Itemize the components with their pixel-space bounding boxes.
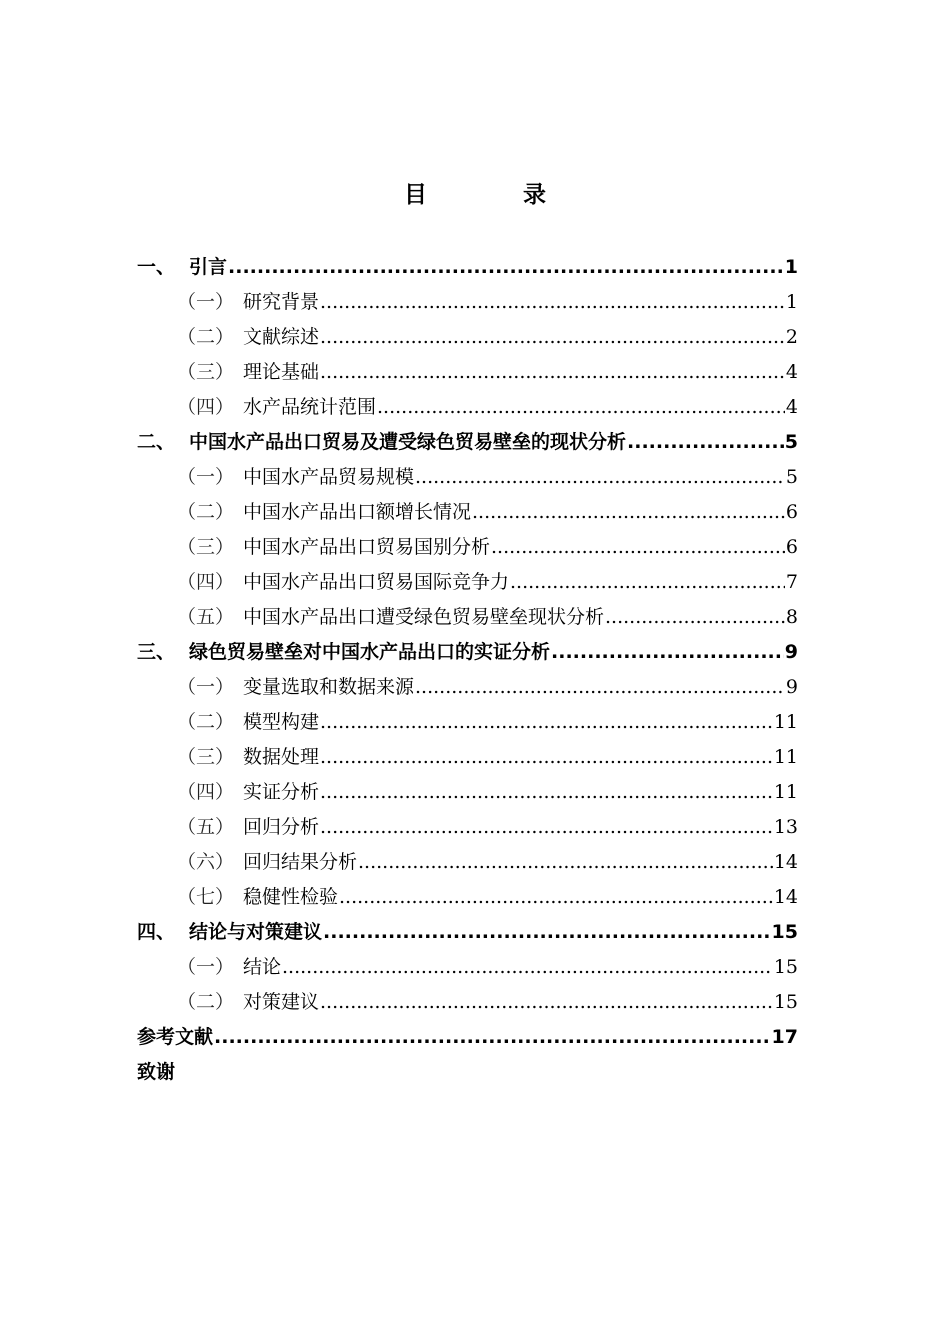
toc-page-number: 6 — [785, 501, 798, 523]
table-of-contents — [137, 250, 798, 1090]
toc-page-number: 15 — [773, 956, 798, 978]
toc-entry-number: （四） — [177, 571, 235, 593]
toc-page-number: 4 — [785, 396, 798, 418]
toc-entry-number: （一） — [177, 956, 235, 978]
toc-entry-title: 中国水产品出口贸易国别分析 — [243, 536, 491, 558]
toc-dot-leader — [339, 880, 773, 915]
toc-page-number: 11 — [773, 781, 798, 803]
toc-section-entry[interactable] — [137, 460, 798, 495]
toc-section-entry[interactable] — [137, 600, 798, 635]
title-char-1: 目 — [404, 182, 427, 208]
toc-entry-title: 中国水产品出口遭受绿色贸易壁垒现状分析 — [243, 606, 605, 628]
toc-page-number: 17 — [771, 1026, 798, 1048]
toc-entry-title: 回归分析 — [243, 816, 320, 838]
toc-dot-leader — [320, 985, 773, 1020]
toc-entry-number: （一） — [177, 676, 235, 698]
toc-chapter-entry[interactable] — [137, 1055, 798, 1090]
toc-entry-number: 一、 — [137, 256, 176, 278]
toc-entry-number: （二） — [177, 501, 235, 523]
toc-entry-number: （三） — [177, 361, 235, 383]
title-char-2: 录 — [523, 182, 546, 208]
toc-section-entry[interactable] — [137, 285, 798, 320]
toc-page-number: 5 — [784, 431, 798, 453]
toc-entry-number: （二） — [177, 991, 235, 1013]
toc-dot-leader — [320, 705, 773, 740]
toc-entry-title: 稳健性检验 — [243, 886, 339, 908]
toc-entry-number: （五） — [177, 816, 235, 838]
toc-entry-title: 研究背景 — [243, 291, 320, 313]
toc-entry-number: 二、 — [137, 431, 176, 453]
toc-page-number: 14 — [773, 886, 798, 908]
toc-entry-title: 回归结果分析 — [243, 851, 358, 873]
toc-entry-number: （四） — [177, 396, 235, 418]
toc-entry-number: （三） — [177, 746, 235, 768]
toc-entry-title: 引言 — [189, 256, 228, 278]
toc-entry-title: 参考文献 — [137, 1026, 214, 1048]
toc-page-number: 4 — [785, 361, 798, 383]
toc-page-number: 14 — [773, 851, 798, 873]
toc-section-entry[interactable] — [137, 530, 798, 565]
toc-entry-number: （一） — [177, 291, 235, 313]
toc-chapter-entry[interactable] — [137, 635, 798, 670]
toc-dot-leader — [627, 425, 784, 460]
toc-section-entry[interactable] — [137, 775, 798, 810]
toc-entry-title: 数据处理 — [243, 746, 320, 768]
toc-page-number: 7 — [785, 571, 798, 593]
toc-dot-leader — [228, 250, 784, 285]
toc-section-entry[interactable] — [137, 390, 798, 425]
toc-section-entry[interactable] — [137, 845, 798, 880]
toc-dot-leader — [320, 320, 785, 355]
toc-entry-number: （五） — [177, 606, 235, 628]
toc-section-entry[interactable] — [137, 880, 798, 915]
toc-section-entry[interactable] — [137, 985, 798, 1020]
toc-page-number: 8 — [785, 606, 798, 628]
toc-entry-title: 对策建议 — [243, 991, 320, 1013]
toc-entry-number: （三） — [177, 536, 235, 558]
toc-dot-leader — [415, 670, 785, 705]
toc-dot-leader — [510, 565, 785, 600]
toc-entry-number: 四、 — [137, 921, 176, 943]
toc-page-number: 13 — [773, 816, 798, 838]
toc-entry-number: （一） — [177, 466, 235, 488]
toc-entry-title: 结论 — [243, 956, 282, 978]
toc-entry-title: 中国水产品出口贸易国际竞争力 — [243, 571, 510, 593]
toc-dot-leader — [282, 950, 773, 985]
toc-page-number: 6 — [785, 536, 798, 558]
toc-entry-number: （四） — [177, 781, 235, 803]
toc-entry-title: 绿色贸易壁垒对中国水产品出口的实证分析 — [189, 641, 551, 663]
toc-page-number: 1 — [784, 256, 798, 278]
toc-dot-leader — [415, 460, 785, 495]
toc-section-entry[interactable] — [137, 355, 798, 390]
toc-entry-title: 中国水产品贸易规模 — [243, 466, 415, 488]
toc-chapter-entry[interactable] — [137, 915, 798, 950]
toc-page-number: 9 — [784, 641, 798, 663]
toc-entry-title: 文献综述 — [243, 326, 320, 348]
toc-dot-leader — [323, 915, 771, 950]
toc-chapter-entry[interactable] — [137, 1020, 798, 1055]
toc-page-number: 2 — [785, 326, 798, 348]
toc-dot-leader — [358, 845, 773, 880]
toc-dot-leader — [551, 635, 784, 670]
toc-section-entry[interactable] — [137, 495, 798, 530]
toc-dot-leader — [320, 285, 785, 320]
toc-chapter-entry[interactable] — [137, 425, 798, 460]
toc-dot-leader — [320, 775, 773, 810]
toc-entry-number: （二） — [177, 711, 235, 733]
toc-entry-title: 致谢 — [137, 1061, 176, 1083]
toc-section-entry[interactable] — [137, 565, 798, 600]
toc-entry-number: 三、 — [137, 641, 176, 663]
toc-chapter-entry[interactable] — [137, 250, 798, 285]
toc-page-number: 15 — [771, 921, 798, 943]
toc-entry-number: （七） — [177, 886, 235, 908]
toc-dot-leader — [214, 1020, 771, 1055]
toc-page-number: 1 — [785, 291, 798, 313]
toc-entry-title: 中国水产品出口贸易及遭受绿色贸易壁垒的现状分析 — [189, 431, 627, 453]
toc-entry-title: 变量选取和数据来源 — [243, 676, 415, 698]
toc-entry-number: （二） — [177, 326, 235, 348]
toc-section-entry[interactable] — [137, 670, 798, 705]
toc-section-entry[interactable] — [137, 740, 798, 775]
toc-dot-leader — [320, 810, 773, 845]
page-title — [0, 176, 950, 209]
toc-section-entry[interactable] — [137, 705, 798, 740]
toc-entry-title: 水产品统计范围 — [243, 396, 377, 418]
toc-dot-leader — [377, 390, 785, 425]
toc-dot-leader — [605, 600, 785, 635]
toc-page-number: 9 — [785, 676, 798, 698]
toc-dot-leader — [320, 740, 773, 775]
toc-section-entry[interactable] — [137, 950, 798, 985]
toc-page-number: 5 — [785, 466, 798, 488]
toc-entry-title: 中国水产品出口额增长情况 — [243, 501, 472, 523]
toc-dot-leader — [320, 355, 785, 390]
toc-entry-title: 理论基础 — [243, 361, 320, 383]
toc-entry-number: （六） — [177, 851, 235, 873]
toc-section-entry[interactable] — [137, 810, 798, 845]
toc-entry-title: 实证分析 — [243, 781, 320, 803]
toc-dot-leader — [491, 530, 785, 565]
toc-page-number: 15 — [773, 991, 798, 1013]
toc-dot-leader — [472, 495, 785, 530]
toc-page-number: 11 — [773, 746, 798, 768]
toc-entry-title: 模型构建 — [243, 711, 320, 733]
toc-entry-title: 结论与对策建议 — [189, 921, 323, 943]
toc-page-number: 11 — [773, 711, 798, 733]
toc-section-entry[interactable] — [137, 320, 798, 355]
